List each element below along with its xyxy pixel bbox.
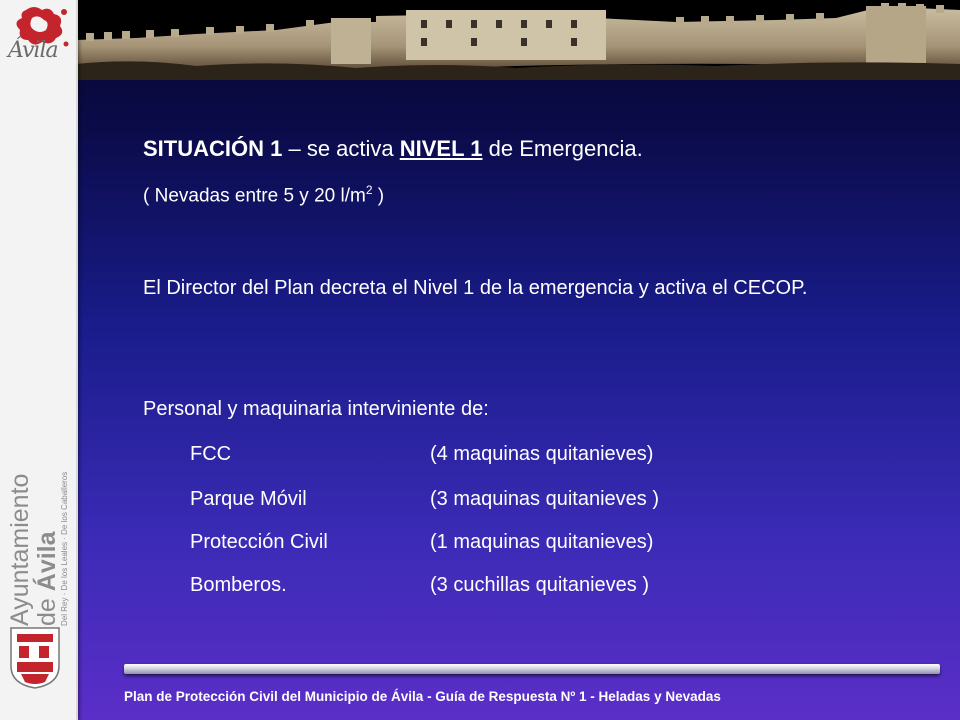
resource-name: Protección Civil	[190, 531, 328, 553]
slide-heading: SITUACIÓN 1 – se activa NIVEL 1 de Emergencia.	[143, 136, 643, 161]
resource-value: (3 maquinas quitanieves )	[430, 488, 660, 510]
resource-name: FCC	[190, 443, 232, 465]
coat-of-arms-icon	[9, 626, 61, 690]
vertical-brand	[0, 430, 76, 630]
slide-subtitle: ( Nevadas entre 5 y 20 $l/m^2$ )	[143, 183, 385, 207]
vertical-de-avila: de Ávila	[33, 531, 61, 626]
footer-text: Plan de Protección Civil del Municipio de Ávila - Guía de Respuesta Nº 1 - Heladas y Nevadas	[124, 689, 721, 704]
resource-name: Bomberos.	[190, 574, 287, 596]
footer-divider	[124, 664, 940, 674]
vertical-motto: Del Rey · De los Leales · De los Caballeros	[60, 471, 69, 626]
city-wall-banner	[76, 0, 960, 80]
city-wall-image	[76, 0, 960, 80]
resource-name: Parque Móvil	[190, 488, 307, 510]
resource-value: (3 cuchillas quitanieves )	[430, 574, 649, 596]
vertical-ayuntamiento: Ayuntamiento	[6, 473, 34, 626]
resource-value: (4 maquinas quitanieves)	[430, 443, 654, 465]
logo-wordmark: Ávila	[8, 38, 58, 63]
paragraph-director: El Director del Plan decreta el Nivel 1 de la emergencia y activa el CECOP.	[143, 277, 808, 299]
paragraph-personal: Personal y maquinaria interviniente de:	[143, 398, 489, 420]
sidebar	[0, 0, 78, 720]
resource-value: (1 maquinas quitanieves)	[430, 531, 654, 553]
